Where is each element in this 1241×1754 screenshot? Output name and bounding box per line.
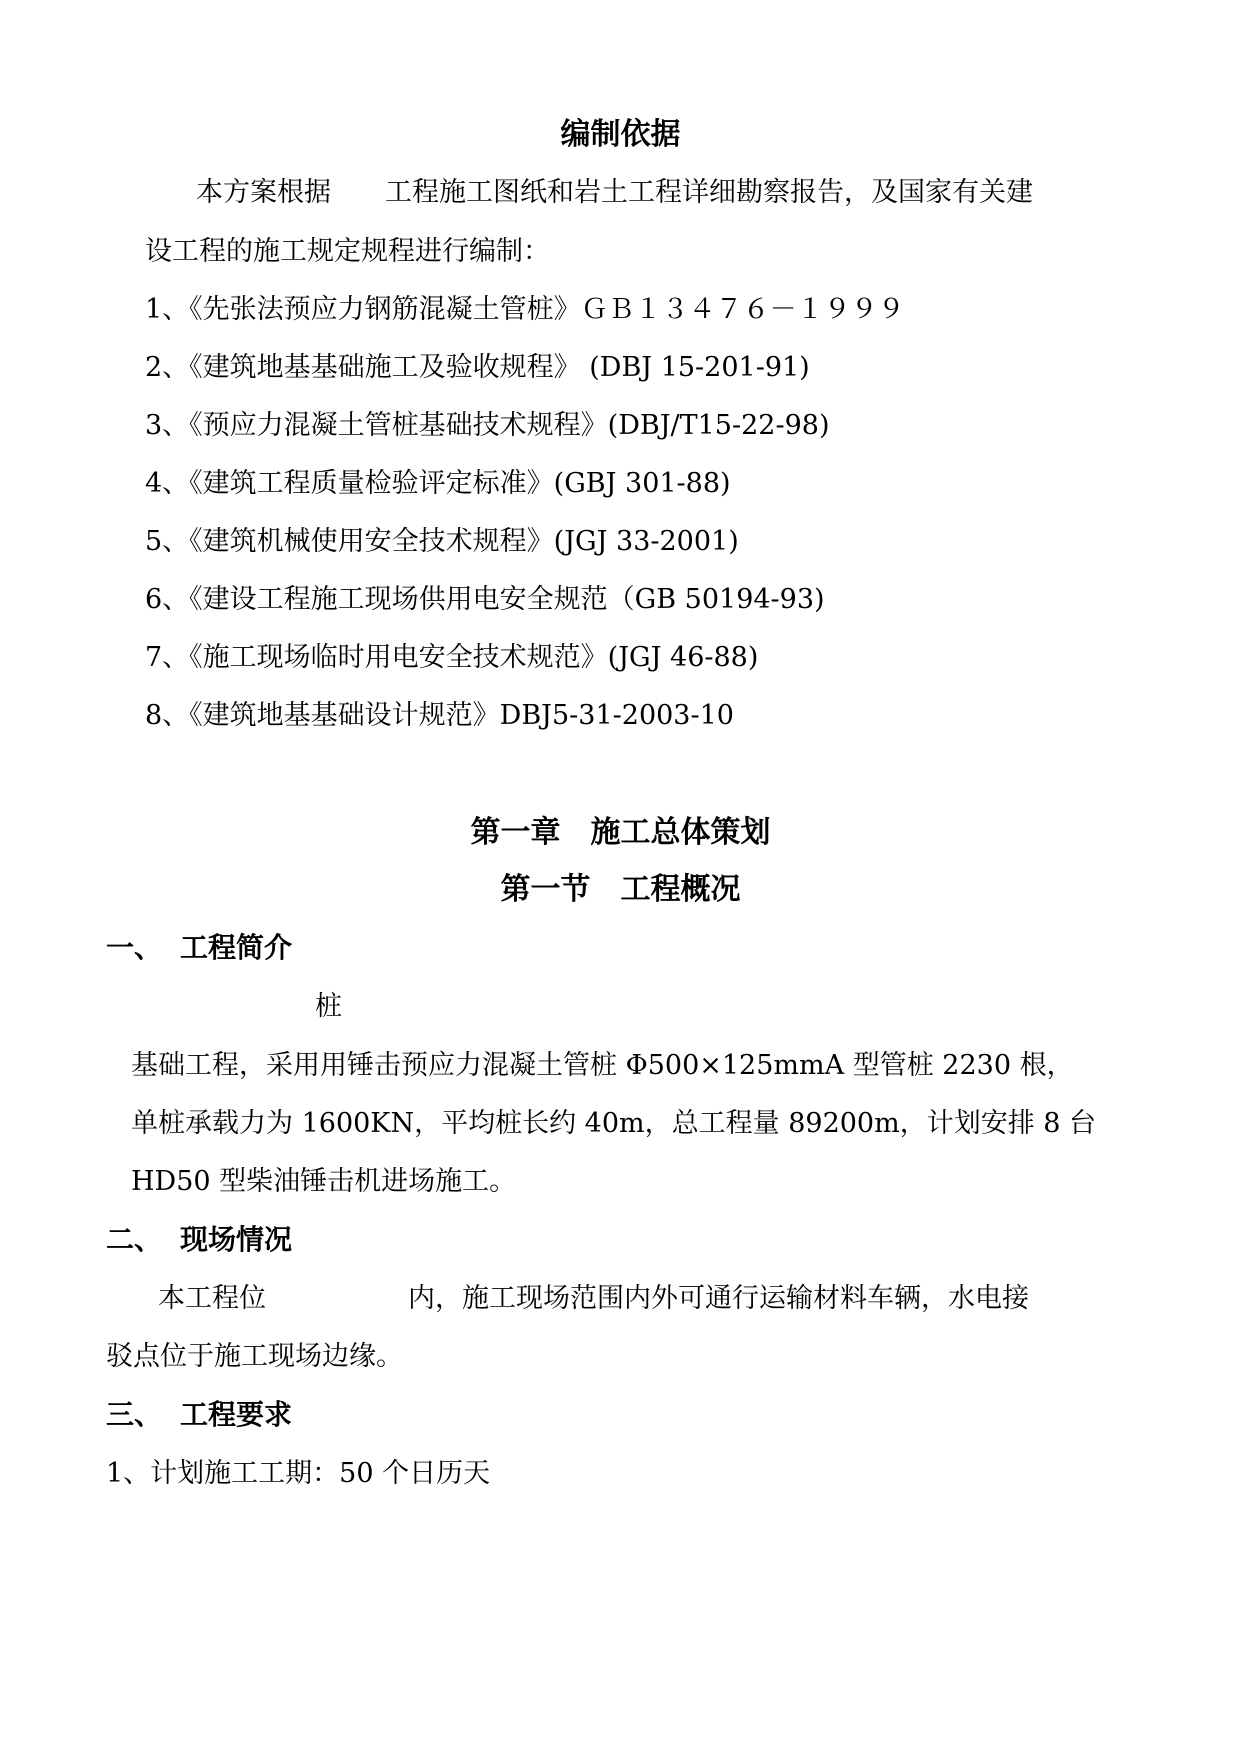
- site-line1-b: 内，施工现场范围内外可通行运输材料车辆，水电接: [408, 1283, 1029, 1314]
- basis-item-7: 7、《施工现场临时用电安全技术规范》(JGJ 46-88): [145, 642, 759, 673]
- heading-site-status: [106, 1221, 292, 1259]
- basis-item-6: 6、《建设工程施工现场供用电安全规范（GB 50194-93): [145, 584, 825, 615]
- heading-text: 工程要求: [180, 1398, 293, 1431]
- chapter-title: 第一章 施工总体策划: [470, 815, 771, 850]
- basis-item-5: 5、《建筑机械使用安全技术规程》(JGJ 33-2001): [145, 526, 739, 557]
- basis-intro-line1-b: 工程施工图纸和岩土工程详细勘察报告，及国家有关建: [385, 177, 1033, 208]
- requirement-item-1: 1、计划施工工期：50 个日历天: [106, 1458, 491, 1489]
- site-line1: [158, 1281, 1029, 1317]
- heading-project-requirements: [106, 1396, 292, 1434]
- site-line2: 驳点位于施工现场边缘。: [106, 1341, 403, 1372]
- intro-line3: HD50 型柴油锤击机进场施工。: [131, 1166, 517, 1197]
- section-title: 第一节 工程概况: [500, 872, 741, 907]
- heading-number: 二、: [106, 1223, 163, 1256]
- basis-intro-line1: [196, 175, 1033, 211]
- heading-text: 现场情况: [180, 1223, 293, 1256]
- pile-char: 桩: [315, 991, 342, 1022]
- heading-project-intro: [106, 929, 292, 967]
- intro-line1: 基础工程，采用用锤击预应力混凝土管桩 Φ500×125mmA 型管桩 2230 根，: [131, 1050, 1074, 1081]
- basis-item-2: 2、《建筑地基基础施工及验收规程》 (DBJ 15-201-91): [145, 352, 810, 383]
- heading-number: 三、: [106, 1398, 163, 1431]
- heading-number: 一、: [106, 931, 163, 964]
- basis-intro-line2: 设工程的施工规定规程进行编制：: [145, 236, 550, 267]
- site-line1-a: 本工程位: [158, 1283, 266, 1314]
- basis-item-8: 8、《建筑地基基础设计规范》DBJ5-31-2003-10: [145, 700, 734, 731]
- basis-item-3: 3、《预应力混凝土管桩基础技术规程》(DBJ/T15-22-98): [145, 410, 830, 441]
- basis-intro-line1-a: 本方案根据: [196, 177, 331, 208]
- heading-text: 工程简介: [180, 931, 293, 964]
- basis-item-1: 1、《先张法预应力钢筋混凝土管桩》ＧＢ１３４７６－１９９９: [145, 294, 905, 325]
- basis-item-4: 4、《建筑工程质量检验评定标准》(GBJ 301-88): [145, 468, 731, 499]
- basis-title: 编制依据: [560, 117, 681, 152]
- intro-line2: 单桩承载力为 1600KN，平均桩长约 40m，总工程量 89200m，计划安排 8 台: [131, 1108, 1097, 1139]
